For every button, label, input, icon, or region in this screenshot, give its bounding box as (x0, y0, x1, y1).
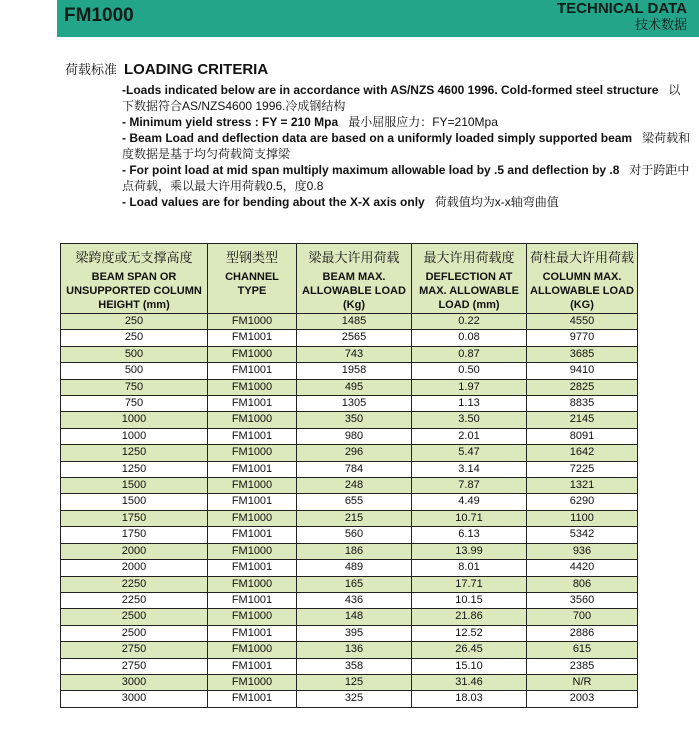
criteria-list (122, 82, 692, 210)
cell-beam-load: 248 (297, 478, 412, 494)
cell-column-load: 9410 (527, 363, 638, 379)
cell-beam-load: 395 (297, 625, 412, 641)
table-row (61, 674, 638, 690)
cell-deflection: 0.08 (412, 330, 527, 346)
cell-deflection: 3.50 (412, 412, 527, 428)
cell-deflection: 0.50 (412, 363, 527, 379)
table-row (61, 330, 638, 346)
column-header-en: COLUMN MAX. ALLOWABLE LOAD (KG) (530, 271, 634, 311)
cell-beam-load: 325 (297, 691, 412, 707)
cell-deflection: 21.86 (412, 609, 527, 625)
cell-beam-load: 560 (297, 527, 412, 543)
cell-beam-load: 148 (297, 609, 412, 625)
table-row (61, 592, 638, 608)
cell-column-load: 1642 (527, 445, 638, 461)
table-row (61, 494, 638, 510)
cell-column-load: 1321 (527, 478, 638, 494)
cell-column-load: 2886 (527, 625, 638, 641)
cell-channel-type: FM1001 (208, 396, 297, 412)
cell-column-load: 1100 (527, 510, 638, 526)
cell-channel-type: FM1001 (208, 625, 297, 641)
column-header-en: DEFLECTION AT MAX. ALLOWABLE LOAD (mm) (419, 271, 519, 311)
column-header-span (61, 244, 208, 314)
cell-span: 2250 (61, 576, 208, 592)
table-row (61, 543, 638, 559)
cell-span: 3000 (61, 691, 208, 707)
table-row (61, 609, 638, 625)
cell-column-load: 3685 (527, 346, 638, 362)
column-header-channel (208, 244, 297, 314)
cell-deflection: 17.71 (412, 576, 527, 592)
criteria-item (122, 114, 692, 130)
cell-span: 2250 (61, 592, 208, 608)
cell-channel-type: FM1001 (208, 658, 297, 674)
cell-span: 2000 (61, 543, 208, 559)
load-table (60, 243, 638, 708)
cell-column-load: 4550 (527, 314, 638, 330)
cell-beam-load: 358 (297, 658, 412, 674)
cell-beam-load: 125 (297, 674, 412, 690)
column-header-cn: 型钢类型 (225, 250, 278, 265)
loading-criteria-heading (65, 59, 268, 78)
cell-deflection: 4.49 (412, 494, 527, 510)
column-header-cn: 梁跨度或无支撑高度 (75, 250, 193, 265)
table-row (61, 527, 638, 543)
table-row (61, 560, 638, 576)
table-row (61, 576, 638, 592)
column-header-column-load (527, 244, 638, 314)
cell-beam-load: 784 (297, 461, 412, 477)
criteria-item (122, 162, 692, 194)
column-header-en: BEAM MAX. ALLOWABLE LOAD (Kg) (302, 271, 406, 311)
column-header-cn: 梁最大许用荷载 (308, 250, 400, 265)
table-row (61, 314, 638, 330)
cell-deflection: 13.99 (412, 543, 527, 559)
column-header-beam-load (297, 244, 412, 314)
cell-channel-type: FM1000 (208, 510, 297, 526)
cell-column-load: 936 (527, 543, 638, 559)
cell-beam-load: 495 (297, 379, 412, 395)
cell-beam-load: 655 (297, 494, 412, 510)
table-row (61, 691, 638, 707)
cell-channel-type: FM1000 (208, 642, 297, 658)
cell-column-load: 8835 (527, 396, 638, 412)
table-row (61, 412, 638, 428)
cell-deflection: 0.22 (412, 314, 527, 330)
cell-beam-load: 743 (297, 346, 412, 362)
cell-column-load: 3560 (527, 592, 638, 608)
table-row (61, 346, 638, 362)
table-row (61, 445, 638, 461)
cell-channel-type: FM1000 (208, 445, 297, 461)
cell-deflection: 5.47 (412, 445, 527, 461)
table-row (61, 658, 638, 674)
column-header-deflection (412, 244, 527, 314)
cell-span: 1500 (61, 494, 208, 510)
cell-span: 250 (61, 330, 208, 346)
column-header-cn: 荷柱最大许用荷载 (529, 250, 634, 265)
cell-beam-load: 1958 (297, 363, 412, 379)
criteria-en: - For point load at mid span multiply maximum allowable load by .5 and deflection by .8 (122, 163, 620, 177)
cell-channel-type: FM1000 (208, 379, 297, 395)
table-row (61, 428, 638, 444)
cell-beam-load: 1305 (297, 396, 412, 412)
cell-span: 500 (61, 363, 208, 379)
cell-span: 2500 (61, 609, 208, 625)
cell-column-load: 615 (527, 642, 638, 658)
section-label-en: TECHNICAL DATA (557, 0, 687, 17)
criteria-cn: 对于跨距中点荷载，乘以最大许用荷载0.5，度0.8 (122, 163, 690, 193)
cell-span: 1000 (61, 412, 208, 428)
cell-beam-load: 2565 (297, 330, 412, 346)
product-title: FM1000 (64, 5, 134, 26)
cell-beam-load: 215 (297, 510, 412, 526)
cell-span: 2500 (61, 625, 208, 641)
heading-en: LOADING CRITERIA (124, 61, 269, 78)
cell-deflection: 1.97 (412, 379, 527, 395)
cell-channel-type: FM1000 (208, 674, 297, 690)
cell-deflection: 26.45 (412, 642, 527, 658)
cell-span: 500 (61, 346, 208, 362)
criteria-cn: 梁荷载和度数据是基于均匀荷载简支撑梁 (122, 131, 691, 161)
cell-deflection: 10.15 (412, 592, 527, 608)
criteria-item (122, 82, 692, 114)
cell-deflection: 15.10 (412, 658, 527, 674)
table-row (61, 461, 638, 477)
cell-span: 1750 (61, 527, 208, 543)
cell-span: 1750 (61, 510, 208, 526)
cell-span: 3000 (61, 674, 208, 690)
section-label (557, 0, 687, 32)
criteria-item (122, 130, 692, 162)
cell-column-load: 806 (527, 576, 638, 592)
column-header-cn: 最大许用荷载度 (423, 250, 515, 265)
cell-deflection: 0.87 (412, 346, 527, 362)
table-row (61, 379, 638, 395)
cell-beam-load: 1485 (297, 314, 412, 330)
cell-deflection: 12.52 (412, 625, 527, 641)
cell-channel-type: FM1000 (208, 576, 297, 592)
column-header-en: CHANNEL TYPE (225, 271, 279, 297)
cell-column-load: 6290 (527, 494, 638, 510)
cell-column-load: 2825 (527, 379, 638, 395)
table-row (61, 625, 638, 641)
cell-beam-load: 186 (297, 543, 412, 559)
criteria-en: - Minimum yield stress : FY = 210 Mpa (122, 115, 339, 129)
cell-deflection: 31.46 (412, 674, 527, 690)
cell-span: 250 (61, 314, 208, 330)
table-body (61, 314, 638, 708)
cell-channel-type: FM1001 (208, 461, 297, 477)
heading-cn: 荷载标准 (65, 62, 118, 77)
cell-deflection: 2.01 (412, 428, 527, 444)
cell-channel-type: FM1001 (208, 691, 297, 707)
cell-column-load: 2145 (527, 412, 638, 428)
title-banner (57, 0, 699, 37)
cell-column-load: 4420 (527, 560, 638, 576)
criteria-en: - Load values are for bending about the X-X axis only (122, 195, 425, 209)
table-row (61, 642, 638, 658)
cell-column-load: 5342 (527, 527, 638, 543)
table-row (61, 396, 638, 412)
criteria-cn: 最小屈服应力：FY=210Mpa (348, 115, 498, 129)
cell-column-load: 700 (527, 609, 638, 625)
table-header-row (61, 244, 638, 314)
cell-channel-type: FM1001 (208, 428, 297, 444)
cell-deflection: 3.14 (412, 461, 527, 477)
cell-span: 750 (61, 379, 208, 395)
cell-beam-load: 296 (297, 445, 412, 461)
cell-channel-type: FM1000 (208, 478, 297, 494)
cell-channel-type: FM1000 (208, 412, 297, 428)
cell-span: 1250 (61, 445, 208, 461)
cell-deflection: 7.87 (412, 478, 527, 494)
cell-span: 1000 (61, 428, 208, 444)
cell-beam-load: 136 (297, 642, 412, 658)
cell-column-load: 8091 (527, 428, 638, 444)
cell-channel-type: FM1001 (208, 363, 297, 379)
cell-beam-load: 436 (297, 592, 412, 608)
cell-column-load: 9770 (527, 330, 638, 346)
cell-column-load: 2003 (527, 691, 638, 707)
cell-beam-load: 980 (297, 428, 412, 444)
criteria-cn: 以下数据符合AS/NZS4600 1996.冷成钢结构 (122, 83, 681, 113)
cell-deflection: 6.13 (412, 527, 527, 543)
section-label-cn: 技术数据 (634, 17, 687, 32)
criteria-en: - Beam Load and deflection data are based on a uniformly loaded simply supported beam (122, 131, 633, 145)
cell-span: 2000 (61, 560, 208, 576)
table-row (61, 363, 638, 379)
table-row (61, 478, 638, 494)
cell-beam-load: 350 (297, 412, 412, 428)
cell-deflection: 18.03 (412, 691, 527, 707)
cell-deflection: 10.71 (412, 510, 527, 526)
criteria-en: -Loads indicated below are in accordance with AS/NZS 4600 1996. Cold-formed steel structure (122, 83, 659, 97)
cell-span: 2750 (61, 658, 208, 674)
cell-channel-type: FM1001 (208, 560, 297, 576)
cell-channel-type: FM1000 (208, 346, 297, 362)
cell-beam-load: 165 (297, 576, 412, 592)
cell-channel-type: FM1000 (208, 609, 297, 625)
cell-channel-type: FM1000 (208, 543, 297, 559)
column-header-en: BEAM SPAN OR UNSUPPORTED COLUMN HEIGHT (mm) (66, 271, 202, 311)
cell-channel-type: FM1000 (208, 314, 297, 330)
cell-column-load: 2385 (527, 658, 638, 674)
table-row (61, 510, 638, 526)
cell-channel-type: FM1001 (208, 330, 297, 346)
cell-channel-type: FM1001 (208, 592, 297, 608)
cell-beam-load: 489 (297, 560, 412, 576)
criteria-item (122, 194, 692, 210)
cell-span: 1500 (61, 478, 208, 494)
cell-channel-type: FM1001 (208, 527, 297, 543)
cell-column-load: 7225 (527, 461, 638, 477)
criteria-cn: 荷载值均为x-x轴弯曲值 (434, 195, 559, 209)
cell-span: 2750 (61, 642, 208, 658)
cell-deflection: 1.13 (412, 396, 527, 412)
cell-span: 1250 (61, 461, 208, 477)
cell-deflection: 8.01 (412, 560, 527, 576)
cell-column-load: N/R (527, 674, 638, 690)
cell-channel-type: FM1001 (208, 494, 297, 510)
cell-span: 750 (61, 396, 208, 412)
